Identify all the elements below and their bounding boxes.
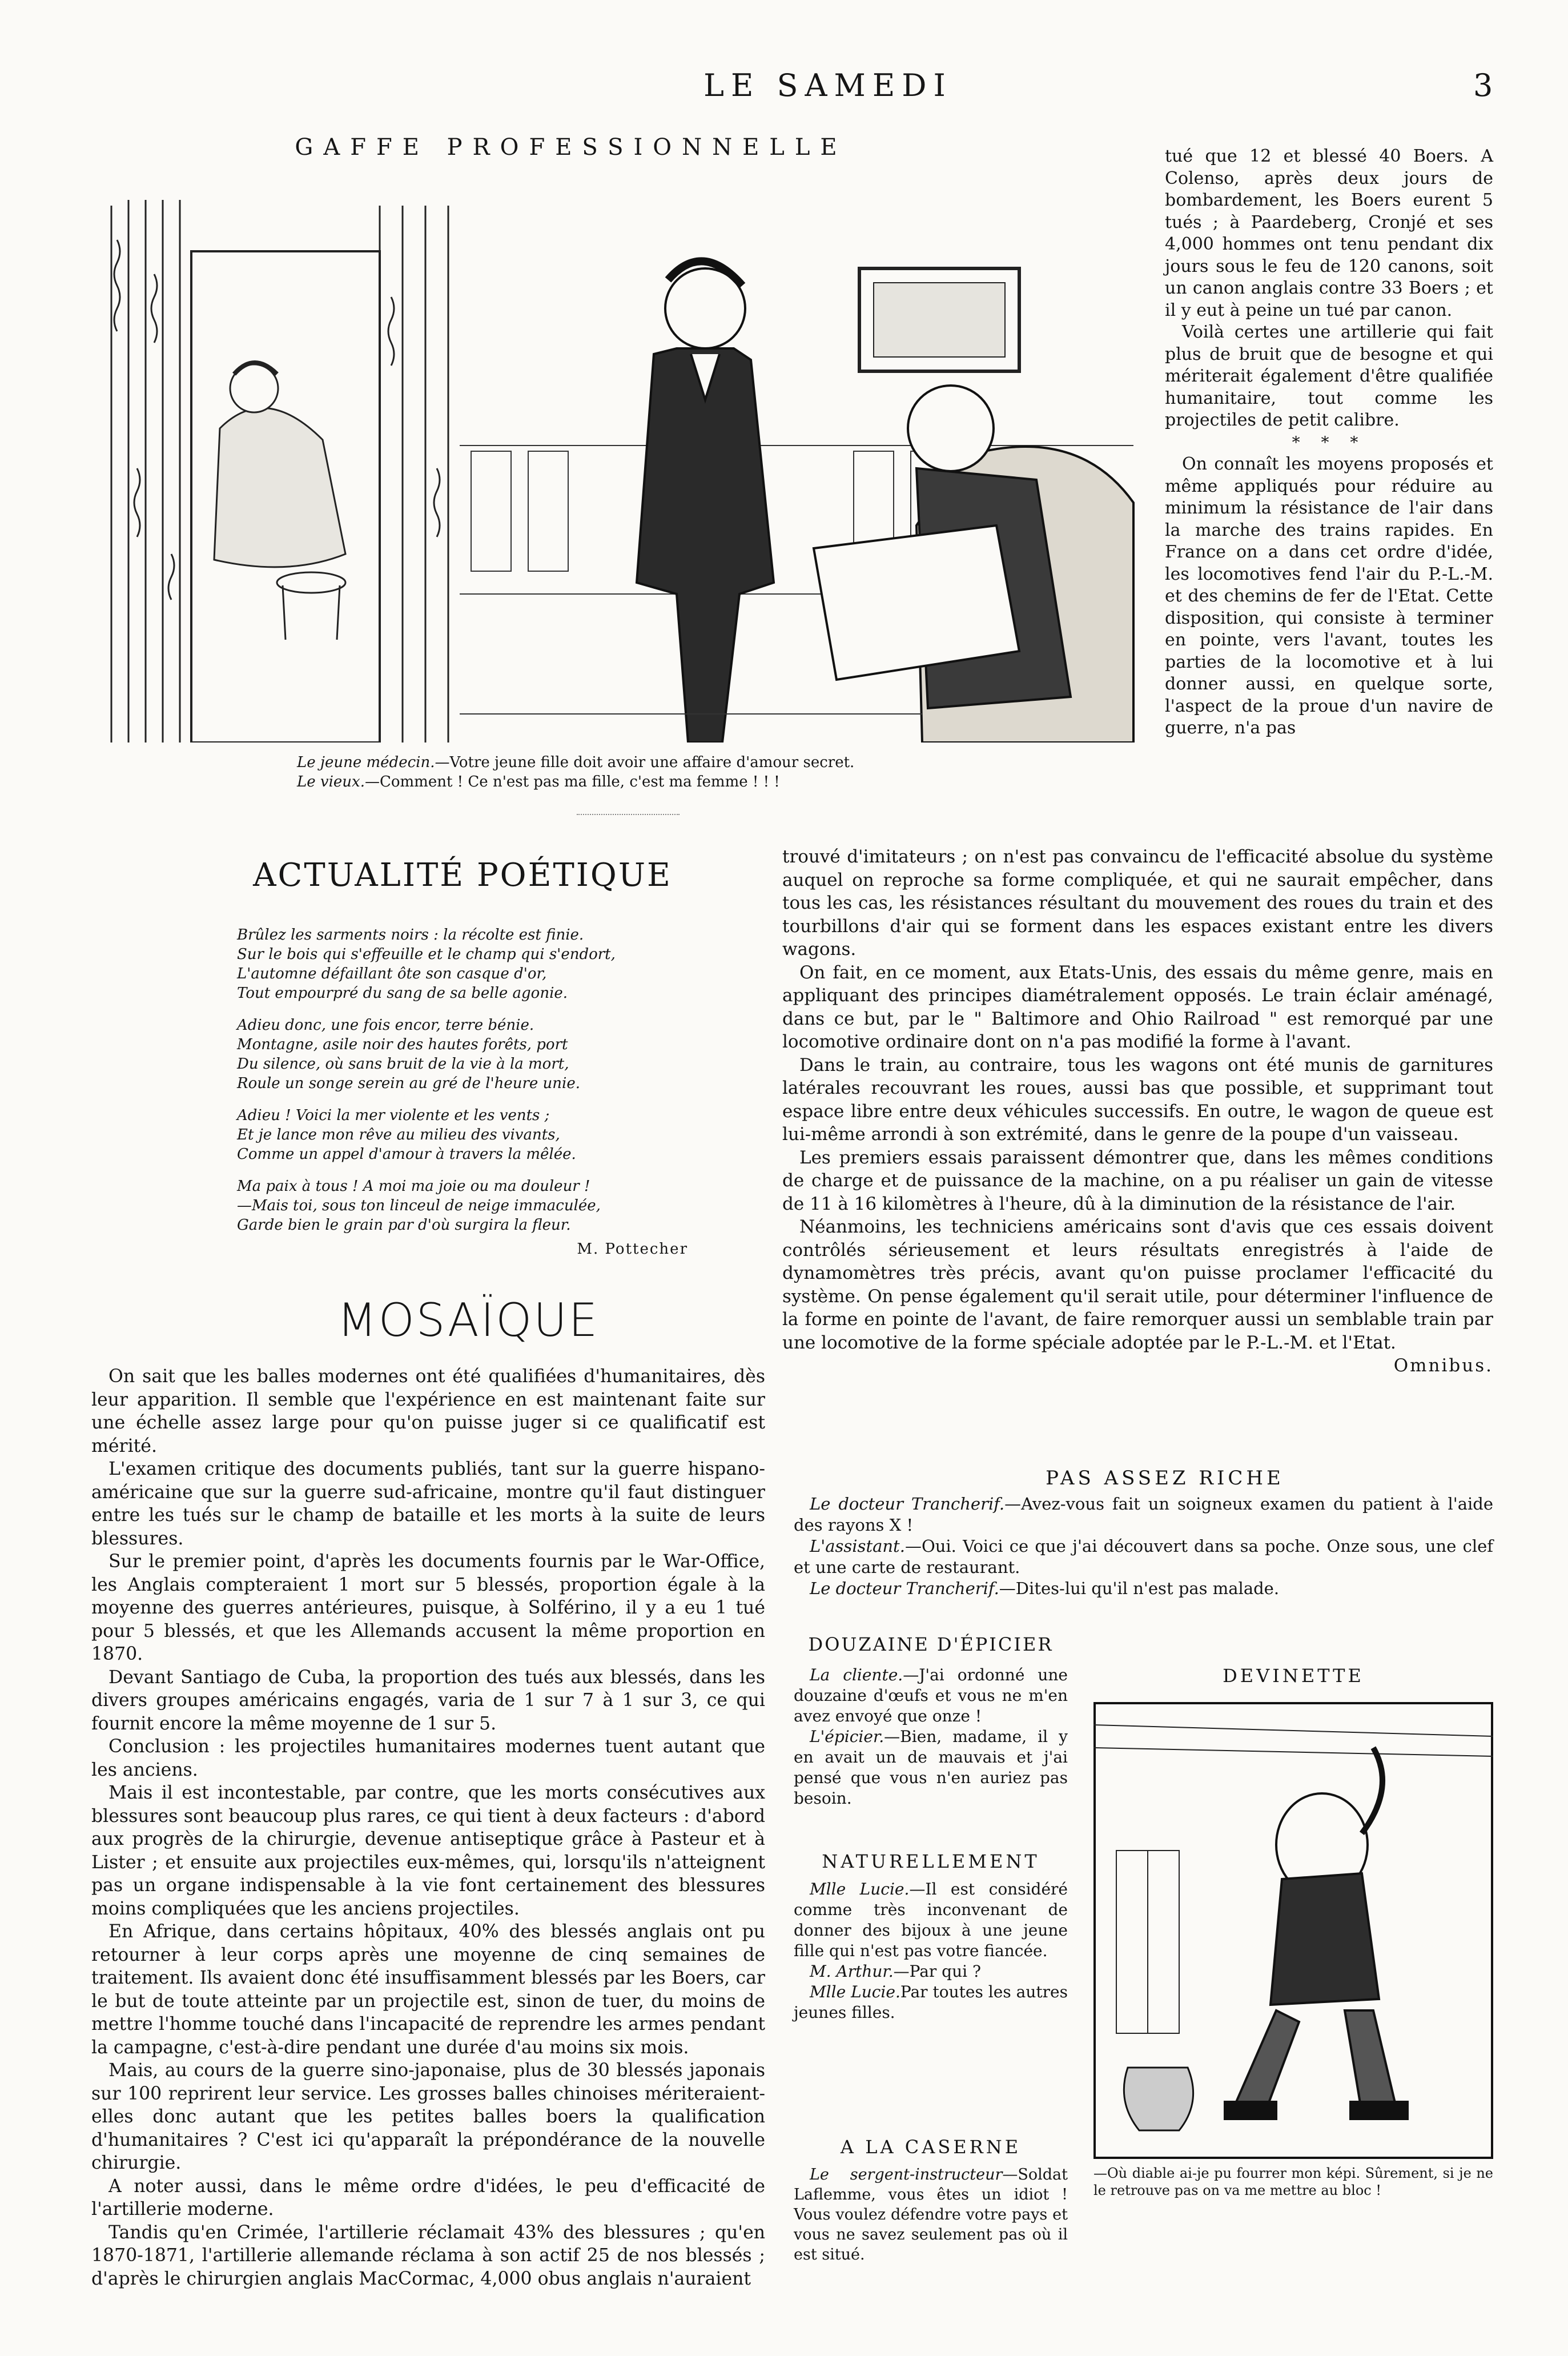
poem-line: Tout empourpré du sang de sa belle agonie. [237, 985, 568, 1002]
train-article [782, 845, 1493, 1378]
dialog-text: —Par qui ? [893, 1962, 981, 1981]
poem [237, 925, 688, 1259]
train-paragraph: On fait, en ce moment, aux Etats-Unis, des essais du même genre, mais en appliquant des principes diamétralement opposés. Le train éclair aménagé, dans ce but, par le " Baltimore and Ohio Railroad " est remorqué par une locomotive ordinaire dont on n'a pas modifié la forme à l'avant. [782, 962, 1493, 1052]
mosaique-paragraph: Conclusion : les projectiles humanitaires modernes tuent autant que les anciens. [91, 1736, 765, 1780]
mosaique-paragraph: Mais, au cours de la guerre sino-japonaise, plus de 30 blessés japonais sur 100 reprirent leur service. Les grosses balles chinoises mériteraient-elles donc autant que les petites balles boers la qualification d'humanitaires ? C'est ici qu'apparaît la prépondérance de la nouvelle chirurgie. [91, 2060, 765, 2173]
mosaique-paragraph: Tandis qu'en Crimée, l'artillerie réclamait 43% des blessures ; qu'en 1870-1871, l'artillerie allemande réclama à son actif 25 de nos blessés ; d'après le chirurgien anglais MacCormac, 4,000 obus anglais n'auraient [91, 2222, 765, 2289]
mosaique-paragraph: Sur le premier point, d'après les documents fournis par le War-Office, les Anglais compteraient 1 mort sur 5 blessés, proportion égale à la moyenne des guerres antérieures, puisque, à Solférino, il y a eu 1 tué pour 5 blessés, et que les Allemands accusent la même proportion en 1870. [91, 1551, 765, 1664]
pas-assez-dialog [794, 1494, 1493, 1599]
poem-line: Montagne, asile noir des hautes forêts, port [237, 1036, 568, 1053]
poem-line: Sur le bois qui s'effeuille et le champ qui s'endort, [237, 946, 616, 963]
dialog-speaker: M. Arthur. [810, 1962, 894, 1981]
right-col-paragraph: Voilà certes une artillerie qui fait plus de bruit que de besogne et qui mériterait également d'être qualifiée humanitaire, tout comme les projectiles de petit calibre. [1165, 322, 1493, 430]
train-paragraph: Les premiers essais paraissent démontrer que, dans les mêmes conditions de charge et de puissance de la machine, on a pu réaliser un gain de vitesse de 11 à 16 kilomètres à l'heure, dû à la diminution de la résistance de l'air. [782, 1147, 1493, 1214]
poem-stanza [237, 1106, 688, 1164]
naturellement-dialog [794, 1879, 1068, 2023]
gaffe-caption [297, 753, 982, 792]
poem-line: Brûlez les sarments noirs : la récolte est finie. [237, 926, 584, 944]
dialog-text: —Dites-lui qu'il n'est pas malade. [999, 1579, 1280, 1598]
train-signature: Omnibus. [1393, 1355, 1493, 1376]
poem-line: Adieu donc, une fois encor, terre bénie. [237, 1017, 534, 1034]
dialog-speaker: Le docteur Trancherif. [810, 1579, 999, 1598]
poem-line: Comme un appel d'amour à travers la mêlée. [237, 1146, 576, 1163]
poem-line: Adieu ! Voici la mer violente et les vents ; [237, 1107, 550, 1124]
gaffe-title: GAFFE PROFESSIONNELLE [295, 134, 847, 160]
poem-line: Et je lance mon rêve au milieu des vivants, [237, 1126, 560, 1143]
actualite-title: ACTUALITÉ POÉTIQUE [253, 857, 672, 894]
caserne-dialog [794, 2165, 1068, 2265]
dialog-text: —Oui. Voici ce que j'ai découvert dans sa poche. Onze sous, une clef et une carte de restaurant. [794, 1536, 1493, 1577]
pas-assez-title: PAS ASSEZ RICHE [1046, 1467, 1284, 1490]
dialog-speaker: L'assistant. [810, 1536, 905, 1556]
caption-text-2: —Comment ! Ce n'est pas ma fille, c'est ma femme ! ! ! [364, 773, 780, 790]
train-paragraph: Néanmoins, les techniciens américains sont d'avis que ces essais doivent contrôlés sérieusement et leurs résultats enregistrés à l'aide de dynamomètres très précis, avant qu'on puisse proclamer l'efficacité du système. On pense également qu'il serait utile, pour déterminer l'influence de la forme en pointe de l'avant, de faire remorquer aussi un semblable train par une locomotive de la forme spéciale adoptée par le P.-L.-M. et l'Etat. [782, 1217, 1493, 1353]
mosaique-article [91, 1365, 765, 2290]
mosaique-paragraph: Mais il est incontestable, par contre, que les morts consécutives aux blessures sont beaucoup plus rares, ce qui tient à deux facteurs : d'abord aux progrès de la chirurgie, devenue antiseptique grâce à Pasteur et à Lister ; et ensuite aux projectiles eux-mêmes, qui, lorsqu'ils n'atteignent pas un organe indispensable à la vie font certainement des blessures moins compliquées que les anciens projectiles. [91, 1783, 765, 1919]
mosaique-paragraph: On sait que les balles modernes ont été qualifiées d'humanitaires, dès leur apparition. Il semble que l'expérience en est maintenant faite sur une échelle assez large pour qu'on puisse juger si ce qualificatif est mérité. [91, 1366, 765, 1456]
train-paragraph: trouvé d'imitateurs ; on n'est pas convaincu de l'efficacité absolue du système auquel on reproche sa forme compliquée, et qui ne saurait empêcher, dans tous les cas, les résistances résultant du mouvement des roues du train et des tourbillons d'air qui se forment dans les espaces existant entre les divers wagons. [782, 846, 1493, 960]
poem-line: Garde bien le grain par d'où surgira la fleur. [237, 1217, 571, 1234]
poem-line: Roule un songe serein au gré de l'heure unie. [237, 1075, 581, 1092]
poem-stanza [237, 925, 688, 1003]
douzaine-title: DOUZAINE D'ÉPICIER [808, 1633, 1054, 1655]
section-stars: * * * [1292, 432, 1366, 452]
mosaique-paragraph: Devant Santiago de Cuba, la proportion des tués aux blessés, dans les divers groupes américains engagés, varia de 1 sur 7 à 1 sur 3, ce qui fournit encore la même moyenne de 1 sur 5. [91, 1667, 765, 1734]
mosaique-paragraph: A noter aussi, dans le même ordre d'idées, le peu d'efficacité de l'artillerie moderne. [91, 2176, 765, 2219]
mosaique-paragraph: En Afrique, dans certains hôpitaux, 40% des blessés anglais ont pu retourner à leur corps après une moyenne de cinq semaines de traitement. Ils avaient donc été insuffisamment blessés par les Boers, car le but de toute atteinte par un projectile est, sinon de tuer, du moins de mettre l'homme touché dans l'incapacité de reprendre les armes pendant la campagne, c'est-à-dire pendant une durée d'au moins six mois. [91, 1921, 765, 2058]
dialog-speaker: Mlle Lucie. [810, 1982, 900, 2001]
caption-speaker-1: Le jeune médecin. [297, 754, 435, 771]
right-column-top [1165, 146, 1493, 740]
caption-text-1: —Votre jeune fille doit avoir une affaire d'amour secret. [435, 754, 855, 771]
dialog-text: —Il est considéré comme très inconvenant de donner des bijoux à une jeune fille qui n'est pas votre fiancée. [794, 1880, 1068, 1960]
poem-line: Ma paix à tous ! A moi ma joie ou ma douleur ! [237, 1178, 590, 1195]
poem-signature: M. Pottecher [577, 1241, 688, 1258]
running-head: LE SAMEDI [703, 67, 952, 103]
dialog-text: Par toutes les autres jeunes filles. [794, 1982, 1068, 2022]
mosaique-title: MOSAÏQUE [337, 1294, 600, 1347]
dialog-speaker: Mlle Lucie. [810, 1880, 910, 1899]
dialog-speaker: L'épicier. [810, 1727, 884, 1746]
poem-line: Du silence, où sans bruit de la vie à la mort, [237, 1055, 569, 1073]
train-paragraph: Dans le train, au contraire, tous les wagons ont été munis de garnitures latérales recouvrant les roues, aussi bas que possible, et supprimant tout espace libre entre deux véhicules successifs. En outre, le wagon de queue est lui-même arrondi à son extrémité, dans le genre de la poupe d'un vaisseau. [782, 1054, 1493, 1145]
devinette-illustration [1093, 1702, 1493, 2159]
devinette-caption: —Où diable ai-je pu fourrer mon képi. Sûrement, si je ne le retrouve pas on va me mettre au bloc ! [1093, 2165, 1493, 2198]
dotted-divider [577, 814, 680, 815]
dialog-text: —J'ai ordonné une douzaine d'œufs et vous ne m'en avez envoyé que onze ! [794, 1665, 1068, 1725]
dialog-speaker: Le docteur Trancherif. [810, 1494, 1005, 1514]
devinette-title: DEVINETTE [1223, 1665, 1364, 1687]
right-col-paragraph: tué que 12 et blessé 40 Boers. A Colenso, après deux jours de bombardement, les Boers eurent 5 tués ; à Paardeberg, Cronjé et ses 4,000 hommes ont tenu pendant dix jours sous le feu de 120 canons, soit un canon anglais contre 33 Boers ; et il y eut à peine un tué par canon. [1165, 146, 1493, 320]
poem-stanza [237, 1177, 688, 1235]
mosaique-paragraph: L'examen critique des documents publiés, tant sur la guerre hispano-américaine que sur la guerre sud-africaine, montre qu'il faut distinguer entre les tués sur le champ de bataille et les morts à la suite de leurs blessures. [91, 1459, 765, 1549]
caserne-title: A LA CASERNE [840, 2136, 1022, 2158]
douzaine-dialog [794, 1665, 1068, 1809]
right-col-paragraph: On connaît les moyens proposés et même appliqués pour réduire au minimum la résistance de l'air dans la marche des trains rapides. En France on a dans cet ordre d'idée, les locomotives fend l'air du P.-L.-M. et des chemins de fer de l'Etat. Cette disposition, qui consiste à terminer en pointe, vers l'avant, toutes les parties de la locomotive et à lui donner aussi, en quelque sorte, l'aspect de la proue d'un navire de guerre, n'a pas [1165, 454, 1493, 738]
page-number: 3 [1473, 67, 1493, 103]
dialog-text: —Soldat Laflemme, vous êtes un idiot ! Vous voulez défendre votre pays et vous ne savez seulement pas où il est situé. [794, 2166, 1068, 2263]
poem-stanza [237, 1016, 688, 1093]
dialog-text: —Avez-vous fait un soigneux examen du patient à l'aide des rayons X ! [794, 1494, 1493, 1535]
dialog-speaker: Le sergent-instructeur [810, 2166, 1003, 2184]
poem-line: L'automne défaillant ôte son casque d'or, [237, 965, 547, 982]
poem-line: —Mais toi, sous ton linceul de neige immaculée, [237, 1197, 601, 1214]
gaffe-illustration [106, 183, 1145, 742]
naturellement-title: NATURELLEMENT [822, 1851, 1040, 1872]
caption-speaker-2: Le vieux. [297, 773, 365, 790]
dialog-text: —Bien, madame, il y en avait un de mauvais et j'ai pensé que vous n'en auriez pas besoin. [794, 1727, 1068, 1808]
dialog-speaker: La cliente. [810, 1665, 903, 1684]
